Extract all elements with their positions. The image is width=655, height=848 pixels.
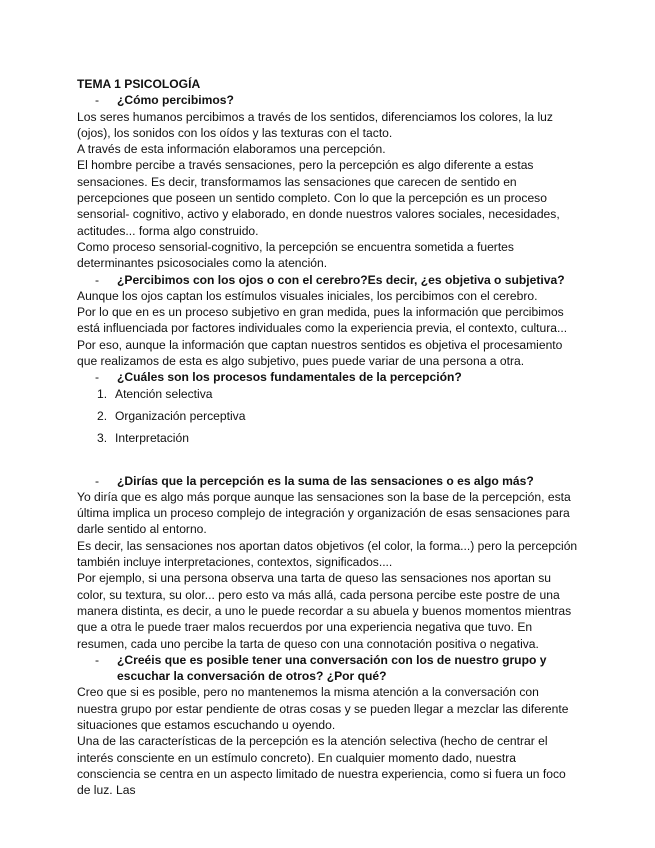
question-text: ¿Dirías que la percepción es la suma de las sensaciones o es algo más? — [117, 473, 534, 488]
list-number: 2. — [97, 408, 108, 423]
question-text: ¿Cómo percibimos? — [117, 93, 234, 108]
question-heading — [77, 473, 580, 489]
list-item — [77, 386, 580, 402]
document-title: TEMA 1 PSICOLOGÍA — [77, 77, 201, 91]
list-number: 1. — [97, 386, 108, 401]
paragraph: Como proceso sensorial-cognitivo, la percepción se encuentra sometida a fuertes determinantes psicosociales como la atención. — [77, 239, 514, 271]
list-text: Atención selectiva — [115, 386, 213, 401]
question-text: ¿Creéis que es posible tener una conversación con los de nuestro grupo y escuchar la conversación de otros? ¿Por qué? — [117, 652, 547, 684]
bullet-dash: - — [95, 272, 100, 287]
paragraph: Yo diría que es algo más porque aunque las sensaciones son la base de la percepción, esta última implica un proceso complejo de integración y organización de esas sensaciones para darle sentido al entorno. — [77, 489, 571, 537]
bullet-dash: - — [95, 370, 100, 385]
bullet-dash: - — [95, 93, 100, 108]
paragraph: Aunque los ojos captan los estímulos visuales iniciales, los percibimos con el cerebro. — [77, 288, 538, 303]
paragraph: Creo que si es posible, pero no mantenemos la misma atención a la conversación con nuestra grupo por estar pendiente de otras cosas y se pueden llegar a mezclar las diferente situaciones que estamos escuchando u oyendo. — [77, 685, 569, 732]
paragraph: Por lo que en es un proceso subjetivo en gran medida, pues la información que percibimos está influenciada por factores individuales como la experiencia previa, el contexto, cultura... — [77, 305, 568, 336]
bullet-dash: - — [95, 473, 100, 488]
paragraph: El hombre percibe a través sensaciones, pero la percepción es algo diferente a estas sensaciones. Es decir, transformamos las sensaciones que carecen de sentido en percepciones que poseen un sentido completo. Con lo que la percepción es un proceso sensorial- cognitivo, activo y elaborado, en donde nuestros valores sociales, necesidades, actitudes... forma algo construido. — [77, 158, 560, 238]
question-heading — [77, 92, 580, 108]
question-text: ¿Cuáles son los procesos fundamentales de la percepción? — [117, 370, 462, 385]
question-heading — [77, 652, 580, 685]
question-text: ¿Percibimos con los ojos o con el cerebro?Es decir, ¿es objetiva o subjetiva? — [117, 272, 565, 287]
list-item — [77, 408, 580, 424]
paragraph: Una de las características de la percepción es la atención selectiva (hecho de centrar el interés consciente en un estímulo concreto). En cualquier momento dado, nuestra consciencia se centra en un aspecto limitado de nuestra experiencia, como si fuera un foco de luz. Las — [77, 734, 566, 798]
paragraph: Por eso, aunque la información que captan nuestros sentidos es objetiva el procesamiento que realizamos de esta es algo subjetivo, pues puede variar de una persona a otra. — [77, 337, 563, 369]
question-heading — [77, 369, 580, 385]
paragraph: Es decir, las sensaciones nos aportan datos objetivos (el color, la forma...) pero la percepción también incluye interpretaciones, contextos, significados.... — [77, 538, 578, 570]
paragraph: Por ejemplo, si una persona observa una tarta de queso las sensaciones nos aportan su color, su textura, su olor... pero esto va más allá, cada persona percibe este postre de una manera distinta, es decir, a uno le puede recordar a su abuela y buenos momentos mientras que a otra le puede traer malos recuerdos por una experiencia negativa que tuvo. En resumen, cada uno percibe la tarta de queso con una connotación positiva o negativa. — [77, 571, 572, 651]
list-text: Interpretación — [115, 431, 189, 446]
list-number: 3. — [97, 431, 108, 446]
bullet-dash: - — [95, 652, 100, 667]
document-body — [77, 76, 580, 798]
paragraph: A través de esta información elaboramos una percepción. — [77, 142, 386, 157]
list-text: Organización perceptiva — [115, 408, 246, 423]
paragraph: Los seres humanos percibimos a través de los sentidos, diferenciamos los colores, la luz (ojos), los sonidos con los oídos y las texturas con el tacto. — [77, 109, 553, 140]
question-heading — [77, 272, 580, 288]
list-item — [77, 430, 580, 446]
